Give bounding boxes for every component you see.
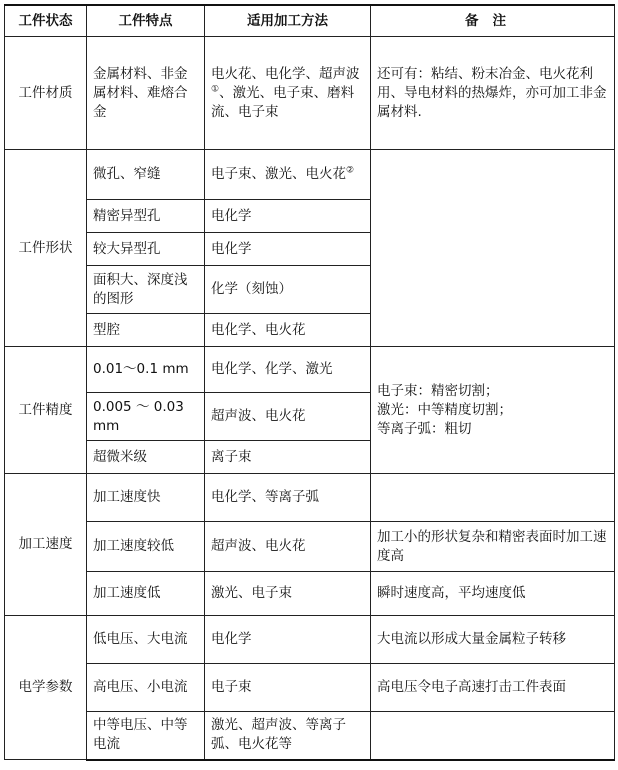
method-cell: 电化学、电火花 bbox=[205, 314, 371, 347]
table-row bbox=[5, 347, 615, 393]
feature-cell: 加工速度快 bbox=[87, 474, 205, 522]
feature-cell: 型腔 bbox=[87, 314, 205, 347]
footnote-marker: ② bbox=[346, 165, 355, 176]
note-cell: 瞬时速度高，平均速度低 bbox=[371, 572, 615, 616]
feature-cell: 微孔、窄缝 bbox=[87, 150, 205, 200]
note-cell: 高电压令电子高速打击工件表面 bbox=[371, 664, 615, 712]
method-cell: 电化学、化学、激光 bbox=[205, 347, 371, 393]
note-cell bbox=[371, 347, 615, 474]
method-text: 电火花、电化学、超声波 bbox=[211, 65, 360, 82]
table-row bbox=[5, 664, 615, 712]
feature-cell: 金属材料、非金属材料、难熔合金 bbox=[87, 37, 205, 150]
header-note: 备注 bbox=[371, 5, 615, 37]
method-cell: 超声波、电火花 bbox=[205, 393, 371, 441]
method-cell: 电化学 bbox=[205, 616, 371, 664]
note-cell: 大电流以形成大量金属粒子转移 bbox=[371, 616, 615, 664]
method-cell: 电化学、等离子弧 bbox=[205, 474, 371, 522]
method-cell: 化学（刻蚀） bbox=[205, 266, 371, 314]
method-cell: 电化学 bbox=[205, 233, 371, 266]
note-cell bbox=[371, 474, 615, 522]
feature-cell: 低电压、大电流 bbox=[87, 616, 205, 664]
row-group-state: 工件精度 bbox=[5, 347, 87, 474]
header-feature: 工件特点 bbox=[87, 5, 205, 37]
feature-cell: 面积大、深度浅的图形 bbox=[87, 266, 205, 314]
method-cell bbox=[205, 37, 371, 150]
note-line: 等离子弧：粗切 bbox=[377, 420, 472, 437]
table-row bbox=[5, 522, 615, 572]
feature-cell: 高电压、小电流 bbox=[87, 664, 205, 712]
processing-methods-table bbox=[4, 4, 615, 761]
method-text: 电子束、激光、电火花 bbox=[211, 166, 346, 182]
note-cell bbox=[371, 150, 615, 347]
footnote-marker: ① bbox=[211, 84, 220, 94]
feature-cell: 加工速度低 bbox=[87, 572, 205, 616]
table-row bbox=[5, 474, 615, 522]
table-row bbox=[5, 712, 615, 760]
note-line: 激光：中等精度切割； bbox=[377, 401, 512, 418]
method-cell bbox=[205, 150, 371, 200]
feature-cell: 中等电压、中等电流 bbox=[87, 712, 205, 760]
header-row bbox=[5, 5, 615, 37]
feature-cell: 0.005 ～ 0.03 mm bbox=[87, 393, 205, 441]
table-row bbox=[5, 37, 615, 150]
feature-cell: 超微米级 bbox=[87, 441, 205, 474]
method-text: 、激光、电子束、磨料流、电子束 bbox=[211, 84, 355, 120]
header-state: 工件状态 bbox=[5, 5, 87, 37]
method-cell: 激光、电子束 bbox=[205, 572, 371, 616]
feature-cell: 较大异型孔 bbox=[87, 233, 205, 266]
table-row bbox=[5, 150, 615, 200]
note-cell: 加工小的形状复杂和精密表面时加工速度高 bbox=[371, 522, 615, 572]
method-cell: 超声波、电火花 bbox=[205, 522, 371, 572]
method-cell: 离子束 bbox=[205, 441, 371, 474]
row-group-state: 加工速度 bbox=[5, 474, 87, 616]
method-cell: 电子束 bbox=[205, 664, 371, 712]
row-group-state: 工件材质 bbox=[5, 37, 87, 150]
header-method: 适用加工方法 bbox=[205, 5, 371, 37]
note-cell: 还可有：粘结、粉末冶金、电火花利用、导电材料的热爆炸，亦可加工非金属材料. bbox=[371, 37, 615, 150]
table-row bbox=[5, 616, 615, 664]
row-group-state: 工件形状 bbox=[5, 150, 87, 347]
note-cell bbox=[371, 712, 615, 760]
feature-cell: 0.01～0.1 mm bbox=[87, 347, 205, 393]
row-group-state: 电学参数 bbox=[5, 616, 87, 760]
note-line: 电子束：精密切割； bbox=[377, 382, 499, 399]
feature-cell: 加工速度较低 bbox=[87, 522, 205, 572]
method-cell: 激光、超声波、等离子弧、电火花等 bbox=[205, 712, 371, 760]
method-cell: 电化学 bbox=[205, 200, 371, 233]
table-row bbox=[5, 572, 615, 616]
feature-cell: 精密异型孔 bbox=[87, 200, 205, 233]
